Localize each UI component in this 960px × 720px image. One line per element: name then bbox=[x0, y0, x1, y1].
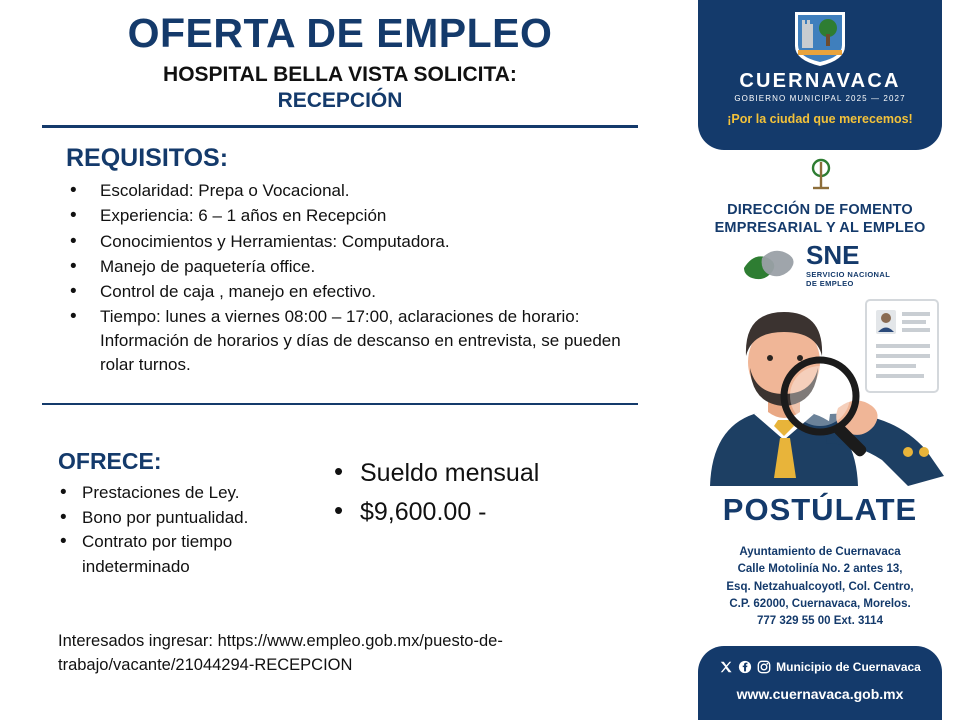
website-url[interactable]: www.cuernavaca.gob.mx bbox=[736, 686, 904, 702]
social-row bbox=[698, 660, 942, 674]
offers-block bbox=[0, 448, 300, 580]
list-item: • Control de caja , manejo en efectivo. bbox=[64, 280, 634, 304]
divider-top bbox=[42, 125, 638, 128]
x-twitter-icon[interactable] bbox=[719, 660, 733, 674]
crest-slogan: ¡Por la ciudad que merecemos! bbox=[727, 112, 913, 126]
divider-middle bbox=[42, 403, 638, 405]
list-item: • Contrato por tiempo indeterminado bbox=[56, 530, 316, 579]
instagram-icon[interactable] bbox=[757, 660, 771, 674]
salary-list bbox=[330, 454, 660, 532]
sne-logo bbox=[740, 240, 910, 288]
address-line: C.P. 62000, Cuernavaca, Morelos. bbox=[729, 597, 911, 610]
crest-government-period: GOBIERNO MUNICIPAL 2025 — 2027 bbox=[734, 94, 906, 103]
offers-list bbox=[56, 481, 316, 580]
address-line: Esq. Netzahualcoyotl, Col. Centro, bbox=[726, 580, 914, 593]
requirements-list bbox=[64, 179, 634, 377]
sne-text-block bbox=[806, 242, 890, 288]
job-search-illustration bbox=[680, 286, 960, 486]
crest-city-name: CUERNAVACA bbox=[739, 70, 901, 92]
address-block bbox=[680, 544, 960, 630]
sne-line1: SERVICIO NACIONAL bbox=[806, 270, 891, 279]
cuernavaca-crest-banner bbox=[698, 0, 942, 150]
list-item: • $9,600.00 - bbox=[330, 493, 660, 532]
employer-line: HOSPITAL BELLA VISTA SOLICITA: bbox=[163, 63, 517, 87]
footer-banner bbox=[698, 646, 942, 720]
offers-heading: OFRECE: bbox=[58, 448, 162, 474]
requirements-heading: REQUISITOS: bbox=[66, 144, 229, 173]
direction-title-line1: DIRECCIÓN DE FOMENTO bbox=[727, 202, 913, 218]
salary-block bbox=[330, 454, 660, 532]
position-line: RECEPCIÓN bbox=[277, 89, 403, 113]
list-item: • Escolaridad: Prepa o Vocacional. bbox=[64, 179, 634, 203]
phone-line: 777 329 55 00 Ext. 3114 bbox=[757, 615, 883, 627]
list-item: • Prestaciones de Ley. bbox=[56, 481, 316, 506]
coat-of-arms-icon bbox=[789, 6, 851, 68]
sne-line2: DE EMPLEO bbox=[806, 279, 854, 288]
tree-emblem-icon bbox=[805, 158, 837, 194]
sne-acronym: SNE bbox=[806, 240, 860, 270]
facebook-icon[interactable] bbox=[738, 660, 752, 674]
address-line: Ayuntamiento de Cuernavaca bbox=[739, 546, 901, 558]
list-item: • Manejo de paquetería office. bbox=[64, 255, 634, 279]
list-item: • Conocimientos y Herramientas: Computadora. bbox=[64, 230, 634, 254]
application-link-text[interactable]: Interesados ingresar: https://www.empleo.gob.mx/puesto-de-trabajo/vacante/21044294-RECEPCION bbox=[58, 632, 503, 674]
page-title: OFERTA DE EMPLEO bbox=[127, 10, 553, 56]
direction-title-line2: EMPRESARIAL Y AL EMPLEO bbox=[714, 220, 926, 236]
cta-text: POSTÚLATE bbox=[722, 492, 918, 527]
social-handle: Municipio de Cuernavaca bbox=[776, 660, 921, 674]
list-item: • Sueldo mensual bbox=[330, 454, 660, 493]
address-line: Calle Motolinía No. 2 antes 13, bbox=[737, 563, 903, 576]
list-item: • Experiencia: 6 – 1 años en Recepción bbox=[64, 204, 634, 228]
hands-icon bbox=[740, 242, 800, 286]
sidebar bbox=[680, 0, 960, 720]
list-item: • Bono por puntualidad. bbox=[56, 506, 316, 531]
list-item: • Tiempo: lunes a viernes 08:00 – 17:00, aclaraciones de horario: Información de horarios y días de descanso en entrevista, se pueden rolar turnos. bbox=[64, 305, 634, 377]
